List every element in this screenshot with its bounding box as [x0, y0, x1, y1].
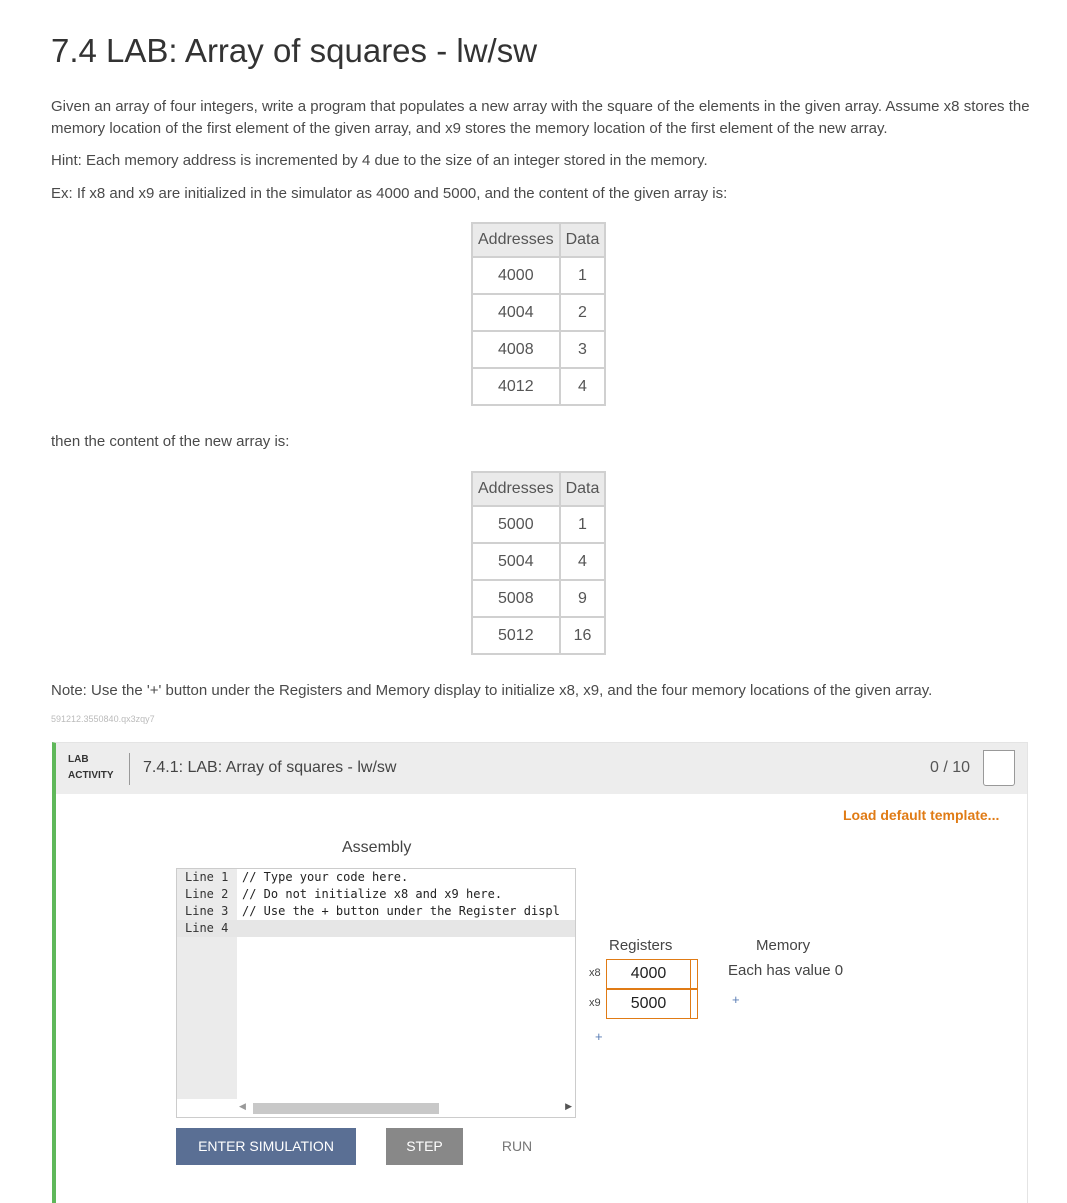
address-cell: 5012: [472, 617, 560, 654]
address-cell: 4000: [472, 257, 560, 294]
table-header-row: [472, 223, 605, 257]
memory-label: Memory: [756, 937, 811, 954]
address-cell: 4004: [472, 294, 560, 331]
data-header: Data: [560, 472, 606, 506]
data-cell: 2: [560, 294, 606, 331]
address-cell: 4008: [472, 331, 560, 368]
hint-paragraph: Hint: Each memory address is incremented by 4 due to the size of an integer stored in the memory.: [51, 152, 708, 169]
addresses-header: Addresses: [472, 472, 560, 506]
address-cell: 4012: [472, 368, 560, 405]
memory-note: Each has value 0: [728, 962, 844, 979]
table-row: [472, 543, 605, 580]
table-row: [472, 580, 605, 617]
line-code: // Use the + button under the Register displ: [242, 904, 560, 918]
step-button[interactable]: STEP: [386, 1128, 463, 1165]
code-line[interactable]: [177, 886, 575, 903]
table-header-row: [472, 472, 605, 506]
intro-paragraph: Given an array of four integers, write a program that populates a new array with the square of the elements in the given array. Assume x8 stores the memory location of the first element of the given array, and x9 stores the memory location of the first element of the new array.: [51, 98, 1030, 137]
line-number: Line 1: [185, 870, 229, 884]
register-value[interactable]: 4000: [607, 960, 691, 988]
register-x9[interactable]: [606, 989, 698, 1019]
lab-activity: [52, 742, 1028, 1203]
data-cell: 1: [560, 506, 606, 543]
table-row: [472, 331, 605, 368]
new-array-table: [471, 471, 606, 655]
code-line-active[interactable]: [177, 920, 575, 937]
scroll-right-icon[interactable]: ▶: [565, 1101, 572, 1111]
register-value[interactable]: 5000: [607, 990, 691, 1018]
lab-activity-tag: [68, 752, 114, 784]
table-row: [472, 257, 605, 294]
line-number: Line 4: [185, 921, 229, 935]
table-row: [472, 294, 605, 331]
run-button[interactable]: RUN: [501, 1138, 533, 1154]
enter-simulation-button[interactable]: ENTER SIMULATION: [176, 1128, 356, 1165]
lab-title: 7.4.1: LAB: Array of squares - lw/sw: [143, 759, 397, 776]
load-default-template-link[interactable]: Load default template...: [843, 807, 1000, 823]
line-number: Line 3: [185, 904, 229, 918]
add-register-button[interactable]: +: [595, 1029, 603, 1044]
code-line[interactable]: [177, 903, 575, 920]
table-row: [472, 617, 605, 654]
problem-code-id: 591212.3550840.qx3zqy7: [51, 714, 155, 724]
address-cell: 5000: [472, 506, 560, 543]
lab-tag-line1: LAB: [68, 754, 89, 765]
given-array-table: [471, 222, 606, 406]
line-number: Line 2: [185, 887, 229, 901]
code-editor[interactable]: [176, 868, 576, 1118]
scrollbar-thumb[interactable]: [253, 1103, 439, 1114]
table-row: [472, 506, 605, 543]
register-name-x8: x8: [589, 967, 601, 979]
note-paragraph: Note: Use the '+' button under the Registers and Memory display to initialize x8, x9, and the four memory locations of the given array.: [51, 682, 933, 699]
page-title: 7.4 LAB: Array of squares - lw/sw: [51, 32, 538, 69]
data-cell: 4: [560, 368, 606, 405]
add-memory-button[interactable]: +: [732, 992, 740, 1007]
data-cell: 4: [560, 543, 606, 580]
code-line[interactable]: [177, 869, 575, 886]
score-badge-icon: [983, 750, 1015, 786]
address-cell: 5008: [472, 580, 560, 617]
register-name-x9: x9: [589, 997, 601, 1009]
data-cell: 16: [560, 617, 606, 654]
lab-score: 0 / 10: [930, 759, 971, 776]
registers-label: Registers: [609, 937, 673, 954]
data-cell: 3: [560, 331, 606, 368]
lab-header: [56, 743, 1027, 794]
data-header: Data: [560, 223, 606, 257]
example-paragraph: Ex: If x8 and x9 are initialized in the simulator as 4000 and 5000, and the content of the given array is:: [51, 185, 728, 202]
then-paragraph: then the content of the new array is:: [51, 433, 290, 450]
horizontal-scrollbar[interactable]: [237, 1099, 575, 1116]
line-code: // Do not initialize x8 and x9 here.: [242, 887, 503, 901]
table-row: [472, 368, 605, 405]
addresses-header: Addresses: [472, 223, 560, 257]
data-cell: 9: [560, 580, 606, 617]
scroll-left-icon[interactable]: ◀: [239, 1101, 246, 1111]
line-code: // Type your code here.: [242, 870, 409, 884]
register-x8[interactable]: [606, 959, 698, 989]
data-cell: 1: [560, 257, 606, 294]
address-cell: 5004: [472, 543, 560, 580]
assembly-label: Assembly: [342, 839, 412, 856]
lab-tag-line2: ACTIVITY: [68, 770, 114, 781]
header-divider: [129, 753, 130, 785]
